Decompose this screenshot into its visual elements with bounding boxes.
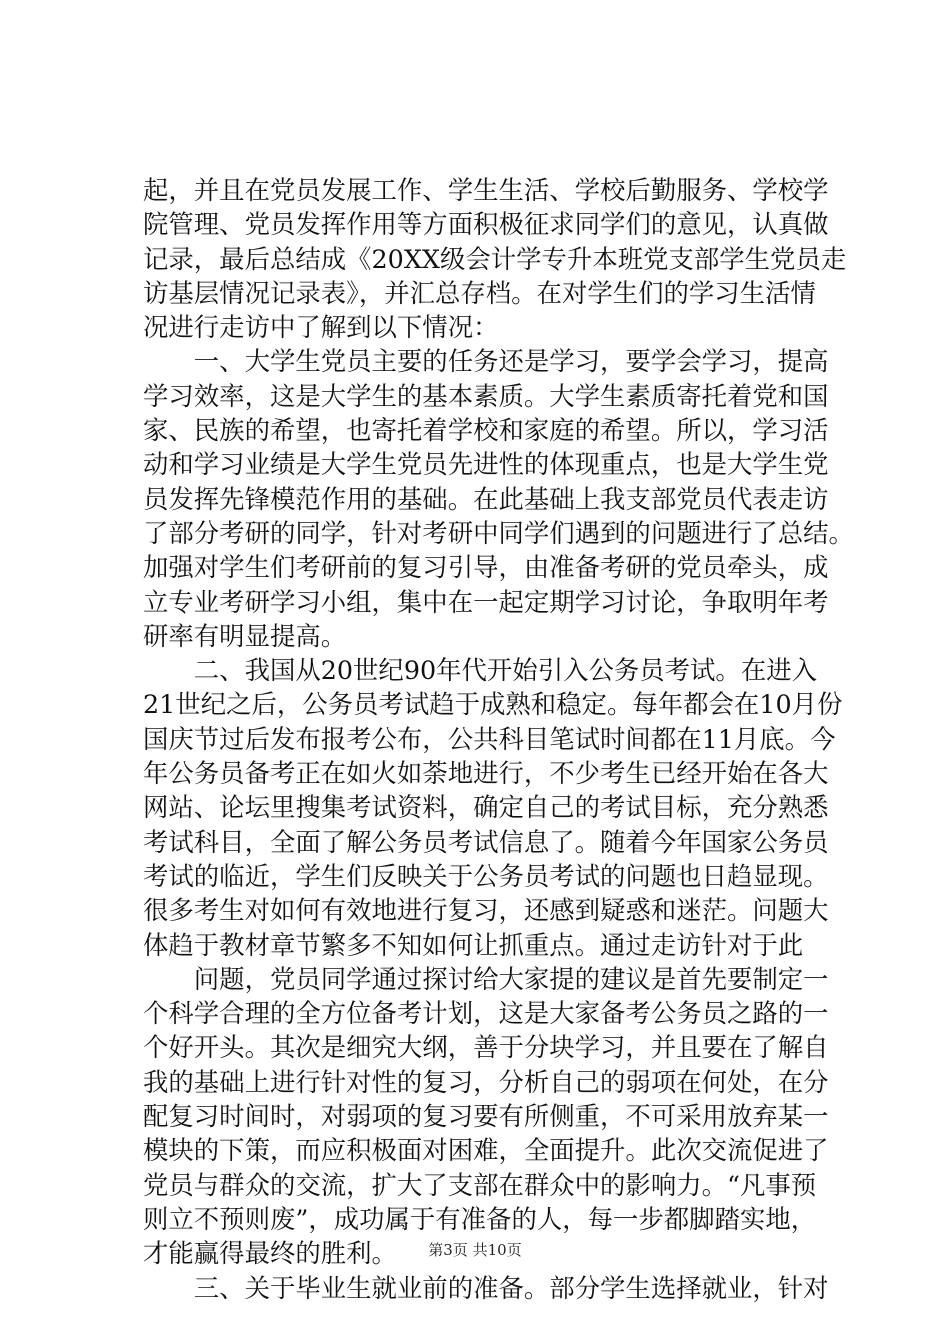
text-line: 动和学习业绩是大学生党员先进性的体现重点，也是大学生党 <box>143 449 829 480</box>
text-line: 院管理、党员发挥作用等方面积极征求同学们的意见，认真做 <box>143 209 829 240</box>
text-line: 家、民族的希望，也寄托着学校和家庭的希望。所以，学习活 <box>143 415 829 446</box>
text-line: 个科学合理的全方位备考计划，这是大家备考公务员之路的一 <box>143 998 829 1029</box>
text-line: 起，并且在党员发展工作、学生生活、学校后勤服务、学校学 <box>143 175 829 205</box>
text-line: 国庆节过后发布报考公布，公共科目笔试时间都在11月底。今 <box>143 723 836 754</box>
text-line: 我的基础上进行针对性的复习，分析自己的弱项在何处，在分 <box>143 1066 829 1097</box>
text-line: 年公务员备考正在如火如荼地进行，不少考生已经开始在各大 <box>143 758 829 789</box>
text-line: 则立不预则废”，成功属于有准备的人，每一步都脚踏实地， <box>143 1203 817 1234</box>
text-line: 一、大学生党员主要的任务还是学习，要学会学习，提高 <box>143 346 829 377</box>
text-line: 二、我国从20世纪90年代开始引入公务员考试。在进入 <box>143 655 817 686</box>
text-line: 况进行走访中了解到以下情况： <box>143 312 499 343</box>
text-line: 三、关于毕业生就业前的准备。部分学生选择就业，针对 <box>143 1272 829 1303</box>
text-line: 记录，最后总结成《20XX级会计学专升本班党支部学生党员走 <box>143 243 847 274</box>
text-line: 配复习时间时，对弱项的复习要有所侧重，不可采用放弃某一 <box>143 1101 829 1132</box>
text-line: 才能赢得最终的胜利。 <box>143 1238 397 1269</box>
text-line: 问题，党员同学通过探讨给大家提的建议是首先要制定一 <box>143 963 829 994</box>
text-line: 很多考生对如何有效地进行复习，还感到疑惑和迷茫。问题大 <box>143 895 829 926</box>
text-line: 员发挥先锋模范作用的基础。在此基础上我支部党员代表走访 <box>143 483 829 514</box>
text-line: 考试的临近，学生们反映关于公务员考试的问题也日趋显现。 <box>143 860 829 891</box>
text-line: 研率有明显提高。 <box>143 620 347 651</box>
text-line: 体趋于教材章节繁多不知如何让抓重点。通过走访针对于此 <box>143 929 804 960</box>
page-footer: 第3页 共10页 <box>428 1241 522 1259</box>
text-line: 考试科目，全面了解公务员考试信息了。随着今年国家公务员 <box>143 826 829 857</box>
text-line: 访基层情况记录表》，并汇总存档。在对学生们的学习生活情 <box>143 277 816 308</box>
text-line: 学习效率，这是大学生的基本素质。大学生素质寄托着党和国 <box>143 380 829 411</box>
text-line: 了部分考研的同学，针对考研中同学们遇到的问题进行了总结。 <box>143 517 854 548</box>
text-line: 个好开头。其次是细究大纲，善于分块学习，并且要在了解自 <box>143 1032 829 1063</box>
text-line: 立专业考研学习小组，集中在一起定期学习讨论，争取明年考 <box>143 586 829 617</box>
text-line: 党员与群众的交流，扩大了支部在群众中的影响力。“凡事预 <box>143 1169 817 1200</box>
text-line: 加强对学生们考研前的复习引导，由准备考研的党员牵头，成 <box>143 552 829 583</box>
text-line: 网站、论坛里搜集考试资料，确定自己的考试目标，充分熟悉 <box>143 792 829 823</box>
text-line: 模块的下策，而应积极面对困难，全面提升。此次交流促进了 <box>143 1135 829 1166</box>
document-body <box>143 173 854 1305</box>
text-line: 21世纪之后，公务员考试趋于成熟和稳定。每年都会在10月份 <box>143 689 843 720</box>
